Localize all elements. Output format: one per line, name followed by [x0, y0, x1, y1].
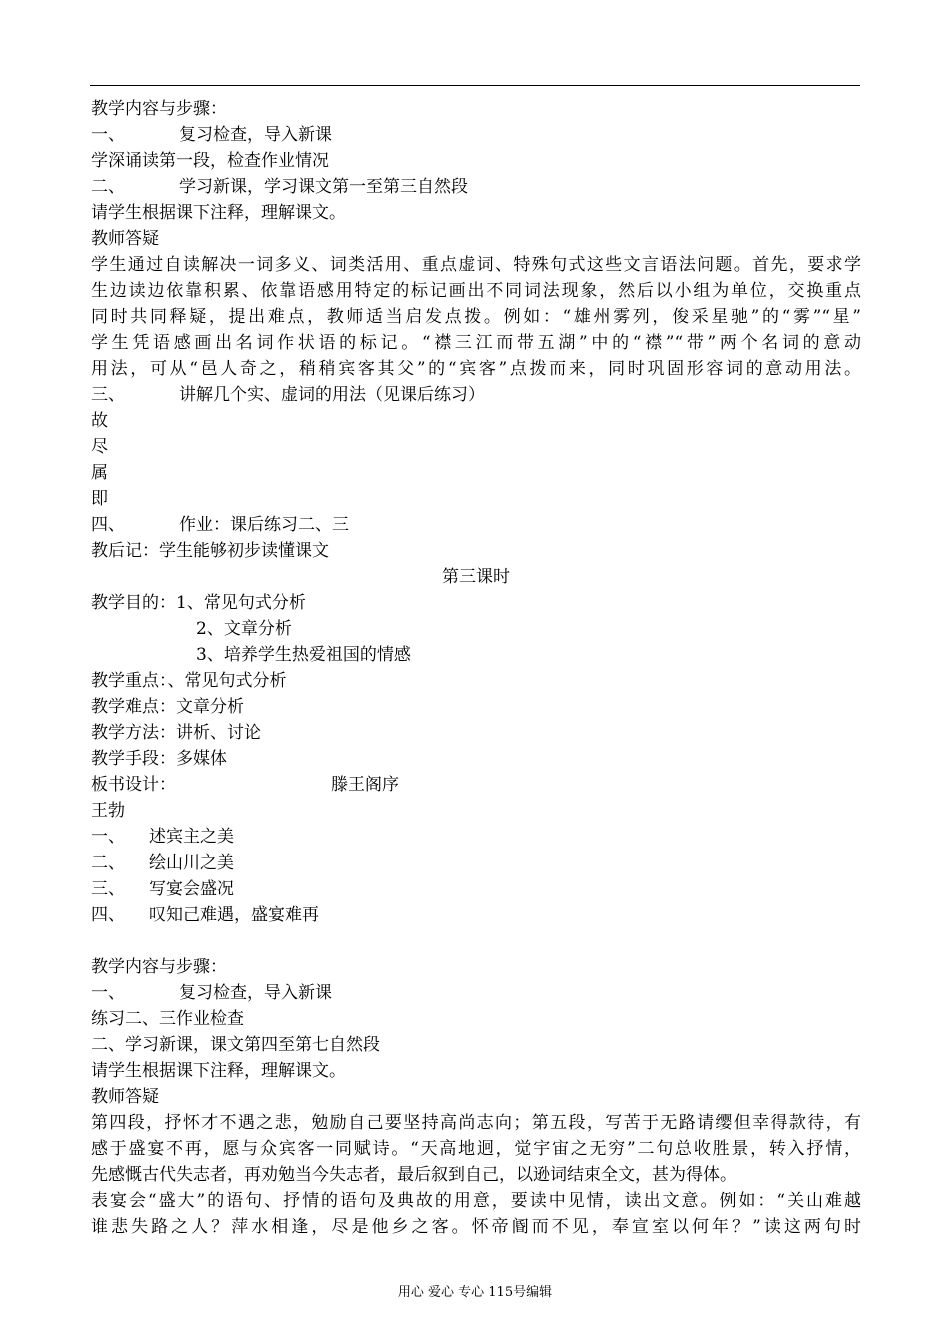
- difficulty: 教学难点：文章分析: [91, 697, 244, 717]
- page-footer: 用心 爱心 专心 115号编辑: [397, 1285, 553, 1300]
- paragraph-line: 同时共同释疑，提出难点，教师适当启发点拨。例如：“雄州雾列，俊采星驰”的“雾”“星”: [91, 307, 861, 327]
- board-item-number: 三、: [91, 879, 125, 899]
- goal-item: 3、培养学生热爱祖国的情感: [196, 645, 411, 665]
- step-number: 一、: [91, 983, 125, 1003]
- board-item-number: 一、: [91, 827, 125, 847]
- step-item-2: [91, 174, 861, 200]
- header-rule: [90, 85, 860, 86]
- step-number: 四、: [91, 515, 125, 535]
- step-number: 二、: [91, 177, 125, 197]
- qa-label: 教师答疑: [91, 1087, 159, 1107]
- teaching-goal: [91, 590, 861, 616]
- board-item-number: 四、: [91, 905, 125, 925]
- paragraph-line: 用法，可从“邑人奇之，稍稍宾客其父”的“宾客”点拨而来，同时巩固形容词的意动用法。: [91, 359, 861, 379]
- section-heading: 教学内容与步骤：: [91, 99, 227, 119]
- board-item: [91, 902, 861, 928]
- board-item-number: 二、: [91, 853, 125, 873]
- paragraph-line: 学生凭语感画出名词作状语的标记。“襟三江而带五湖”中的“襟”“带”两个名词的意动: [91, 333, 861, 353]
- goal-label: 教学目的：: [91, 593, 176, 613]
- paragraph: [91, 252, 861, 382]
- step-note: 请学生根据课下注释，理解课文。: [91, 203, 346, 223]
- goal-item: 2、文章分析: [196, 619, 292, 639]
- step-number: 一、: [91, 125, 125, 145]
- teaching-tools: 教学手段：多媒体: [91, 749, 227, 769]
- paragraph-line: 先感慨古代失志者，再劝勉当今失志者，最后叙到自己，以逊词结束全文，甚为得体。: [91, 1165, 737, 1185]
- board-label: 板书设计：: [91, 775, 176, 795]
- step-number: 三、: [91, 385, 125, 405]
- teaching-method: 教学方法：讲析、讨论: [91, 723, 261, 743]
- step-text: 复习检查，导入新课: [179, 125, 332, 145]
- section-heading: 教学内容与步骤：: [91, 957, 227, 977]
- board-title: 滕王阁序: [331, 775, 399, 795]
- spacer: [91, 928, 861, 954]
- qa-label: 教师答疑: [91, 229, 159, 249]
- board-item-text: 绘山川之美: [149, 853, 234, 873]
- step-text: 讲解几个实、虚词的用法（见课后练习）: [179, 385, 485, 405]
- step-item-1: [91, 122, 861, 148]
- paragraph: [91, 1110, 861, 1188]
- step-text: 复习检查，导入新课: [179, 983, 332, 1003]
- vocab-word: 属: [91, 463, 108, 483]
- board-item: [91, 876, 861, 902]
- paragraph-line: 生边读边依靠积累、依靠语感用特定的标记画出不同词法现象，然后以小组为单位，交换重点: [91, 281, 861, 301]
- step-note: 学深诵读第一段，检查作业情况: [91, 151, 329, 171]
- paragraph-line: 学生通过自读解决一词多义、词类活用、重点虚词、特殊句式这些文言语法问题。首先，要求学: [91, 255, 861, 275]
- step-item-3: [91, 382, 861, 408]
- board-item: [91, 824, 861, 850]
- step-item-2: 二、学习新课，课文第四至第七自然段: [91, 1035, 380, 1055]
- paragraph-line: 谁悲失路之人？萍水相逢，尽是他乡之客。怀帝阍而不见，奉宣室以何年？”读这两句时: [91, 1217, 861, 1237]
- paragraph-line: 表宴会“盛大”的语句、抒情的语句及典故的用意，要读中见情，读出文意。例如：“关山难越: [91, 1191, 861, 1211]
- step-item-4: [91, 512, 861, 538]
- vocab-word: 故: [91, 411, 108, 431]
- step-text: 作业：课后练习二、三: [179, 515, 349, 535]
- board-item-text: 写宴会盛况: [149, 879, 234, 899]
- board-item-text: 叹知己难遇，盛宴难再: [149, 905, 319, 925]
- step-note: 请学生根据课下注释，理解课文。: [91, 1061, 346, 1081]
- step-text: 学习新课，学习课文第一至第三自然段: [179, 177, 468, 197]
- goal-item: 1、常见句式分析: [176, 593, 306, 613]
- vocab-word: 即: [91, 489, 108, 509]
- board-design: [91, 772, 861, 798]
- key-point: 教学重点：、常见句式分析: [91, 671, 287, 691]
- author: 王勃: [91, 801, 125, 821]
- paragraph-line: 第四段，抒怀才不遇之悲，勉励自己要坚持高尚志向；第五段，写苦于无路请缨但幸得款待，有: [91, 1113, 861, 1133]
- paragraph-line: 感于盛宴不再，愿与众宾客一同赋诗。“天高地迥，觉宇宙之无穷”二句总收胜景，转入抒情，: [91, 1139, 861, 1159]
- step-item-1: [91, 980, 861, 1006]
- after-class-note: 教后记：学生能够初步读懂课文: [91, 541, 329, 561]
- vocab-word: 尽: [91, 437, 108, 457]
- paragraph: [91, 1188, 861, 1240]
- board-item-text: 述宾主之美: [149, 827, 234, 847]
- lesson-title: 第三课时: [442, 567, 510, 587]
- step-note: 练习二、三作业检查: [91, 1009, 244, 1029]
- board-item: [91, 850, 861, 876]
- document-body: [91, 96, 861, 1240]
